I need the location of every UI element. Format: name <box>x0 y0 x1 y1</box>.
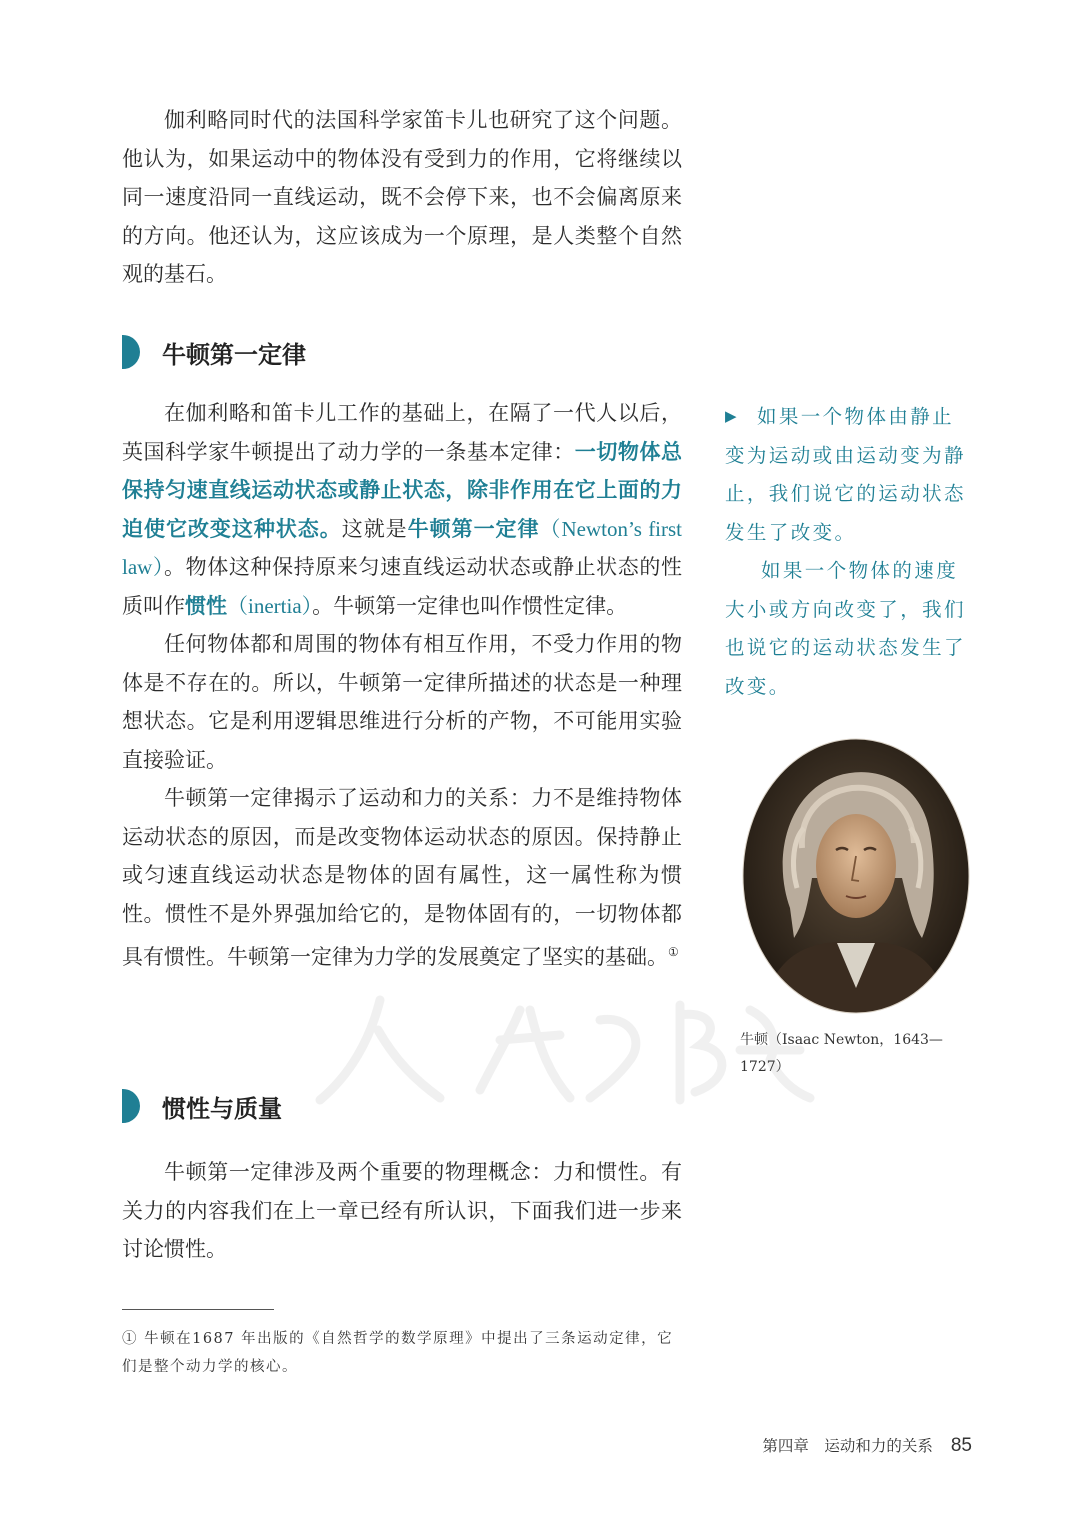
sidebar-note-1 <box>725 397 975 552</box>
intro-block <box>122 101 682 294</box>
motion-force-paragraph <box>122 779 682 977</box>
section-title: 牛顿第一定律 <box>162 340 306 369</box>
section1-body <box>122 394 682 977</box>
intro-paragraph: 伽利略同时代的法国科学家笛卡儿也研究了这个问题。他认为，如果运动中的物体没有受到力的作用，它将继续以同一速度沿同一直线运动，既不会停下来，也不会偏离原来的方向。他还认为，这应该成为一个原理，是人类整个自然观的基石。 <box>122 108 682 286</box>
motion-force-text: 牛顿第一定律揭示了运动和力的关系：力不是维持物体运动状态的原因，而是改变物体运动状态的原因。保持静止或匀速直线运动状态是物体的固有属性，这一属性称为惯性。惯性不是外界强加给它的，是物体固有的，一切物体都具有惯性。牛顿第一定律为力学的发展奠定了坚实的基础。 <box>122 786 682 969</box>
section-marker-icon <box>122 335 140 369</box>
inertia-lead-text: 。物体这种保持原来匀速直线运动状态或静止状态的性质叫作 <box>122 555 683 618</box>
ideal-state-paragraph: 任何物体都和周围的物体有相互作用，不受力作用的物体是不存在的。所以，牛顿第一定律所描述的状态是一种理想状态。它是利用逻辑思维进行分析的产物，不可能用实验直接验证。 <box>122 632 682 772</box>
law-lead-text: 在伽利略和笛卡儿工作的基础上，在隔了一代人以后，英国科学家牛顿提出了动力学的一条基本定律： <box>122 401 682 464</box>
inertia-intro-paragraph: 牛顿第一定律涉及两个重要的物理概念：力和惯性。有关力的内容我们在上一章已经有所认识，下面我们进一步来讨论惯性。 <box>122 1160 682 1261</box>
triangle-marker-icon: ▶ <box>725 407 739 425</box>
inertia-tail-text: 。牛顿第一定律也叫作惯性定律。 <box>312 593 628 618</box>
footnote-reference[interactable]: ① <box>668 945 679 959</box>
footnote-rule <box>122 1309 274 1310</box>
newton-portrait <box>742 738 970 1014</box>
page-number: 85 <box>950 1435 972 1456</box>
portrait-caption: 牛顿（Isaac Newton，1643—1727） <box>740 1032 943 1075</box>
section-marker-icon <box>122 1089 140 1123</box>
chapter-title: 第四章 运动和力的关系 <box>762 1437 933 1455</box>
law-mid-text: 这就是 <box>341 516 408 541</box>
newton-portrait-image <box>742 738 970 1014</box>
law-paragraph <box>122 394 682 625</box>
footnote: ① 牛顿在1687 年出版的《自然哲学的数学原理》中提出了三条运动定律，它们是整个动力学的核心。 <box>122 1331 674 1375</box>
law-statement: 一切物体总保持匀速直线运动状态或静止状态，除非作用在它上面的力迫使它改变这种状态。 <box>122 439 683 541</box>
law-name-english: （Newton’s first law） <box>122 516 683 579</box>
page-footer <box>762 1434 972 1457</box>
law-name: 牛顿第一定律 <box>407 516 540 541</box>
section2-body <box>122 1153 682 1269</box>
sidebar-note <box>725 397 975 706</box>
publisher-watermark <box>300 980 820 1110</box>
inertia-term: 惯性 <box>185 593 227 618</box>
sidebar-note-1-text: 如果一个物体由静止变为运动或由运动变为静止，我们说它的运动状态发生了改变。 <box>725 405 966 544</box>
section-title: 惯性与质量 <box>162 1094 282 1123</box>
inertia-term-english: （inertia） <box>227 593 313 618</box>
section-heading-newton-first-law <box>122 334 306 370</box>
sidebar-note-2: 如果一个物体的速度大小或方向改变了，我们也说它的运动状态发生了改变。 <box>725 559 966 698</box>
section-heading-inertia-mass <box>122 1088 282 1124</box>
